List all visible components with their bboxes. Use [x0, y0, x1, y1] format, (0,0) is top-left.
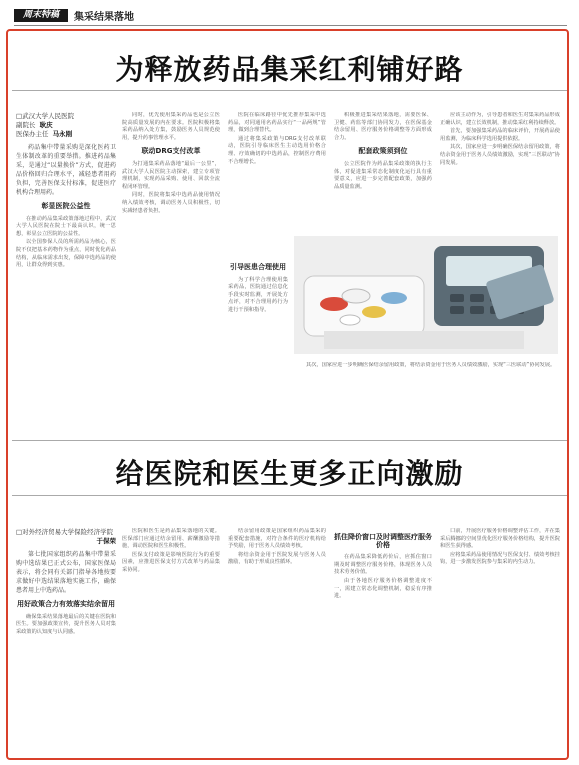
paragraph: 将结余资金用于医院发展与医务人员激励，有助于形成良性循环。 [228, 551, 326, 566]
paragraph: 其次，国家应进一步明确医保结余留用政策，将结余资金用于医务人员绩效激励，实现“三医联动”协同发展。 [306, 362, 556, 368]
subhead: 联动DRG支付改革 [141, 147, 201, 156]
section-title: 集采结果落地 [74, 12, 134, 23]
article1-byline [16, 112, 116, 139]
paragraph: 医院在临床路径中优先推荐集采中选药品，对同通用名药品实行“一品两规”管理，做到合理替代。 [228, 112, 326, 134]
paragraph: 在推动药品集采政策落地过程中，武汉大学人民医院在院士下最高认识，统一思想，彰显公立医院的公益性。 [16, 215, 116, 237]
paragraph: 口前，开展医疗服务价格调整评估工作，并在集采后腾挪的空间里优化医疗服务价格结构，提升医院和医生获得感。 [440, 528, 560, 550]
paragraph: 同时，优先使用集采药品也是公立医院高质量发展的内在要求。医院积极将集采药品纳入处方集，鼓励医务人员规范使用，提升药事管理水平。 [122, 112, 220, 141]
paragraph: 医保支付政策是影响医院行为的重要因素，应推进医保支付方式改革与药品集采协同。 [122, 551, 220, 573]
byline-role: 医保办主任 [16, 130, 49, 138]
paragraph: 以全国参保人员的所需药品为核心，医院不仅把基本药物作为重点，同时优化药品结构，从临床需求出发，保障中选药品的使用，让群众得到实惠。 [16, 239, 116, 269]
paragraph: 在药品集采降低药价后，应抓住窗口期及时调整医疗服务价格，体现医务人员技术劳务价值。 [334, 554, 432, 576]
subhead: 引导医患合理使用 [230, 263, 286, 271]
article2-col-1 [16, 528, 116, 750]
paragraph: 结余留用政策是国家组织药品集采的重要配套措施，对符合条件的医疗机构给予奖励，用于医务人员绩效考核。 [228, 528, 326, 550]
byline-org: □武汉大学人民医院 [16, 112, 75, 120]
article2-col-3 [228, 528, 326, 750]
article1-col-1 [16, 112, 116, 430]
paragraph: 积极推进集采结果落地，需要医保、卫健、药监等部门协同发力，在医保基金结余留用、医疗服务价格调整等方面形成合力。 [334, 112, 432, 141]
subhead: 配套政策须到位 [358, 147, 408, 156]
article1-col-5 [440, 112, 560, 234]
header-divider [14, 25, 567, 26]
paragraph: 应该主动作为，引导患者和医生对集采药品形成正确认识，建立长效机制，推动集采红利持续释放。 [440, 112, 560, 126]
article1-headline: 为释放药品集采红利铺好路 [115, 53, 464, 86]
byline-name: 于保荣 [96, 537, 116, 545]
paragraph: 其次，国家应进一步明确医保结余留用政策，将结余资金用于医务人员绩效激励，实现“三医联动”协同发展。 [440, 144, 560, 166]
article2-byline [16, 528, 116, 546]
pharmacy-checkout-photo [294, 236, 558, 354]
article2-col-4 [334, 528, 432, 750]
article2-intro: 第七批国家组织药品集中带量采购中选结果已正式公布，国家医保局表示，将会同有关部门指导各地按要求做好中选结果落地实施工作，确保患者用上中选药品。 [16, 551, 116, 594]
byline-name: 马永刚 [52, 130, 73, 138]
paragraph: 公立医院作为药品集采政策的执行主体，对促进集采常态化制度化运行具有重要意义，应进一步完善配套政策，加强药品质量监测。 [334, 160, 432, 190]
section-badge: 周末特稿 [14, 9, 68, 22]
paragraph: 确保集采结果落地最后的关键在医院和医生。要加强政策宣传，提升医务人员对集采政策的认知度与认同感。 [16, 613, 116, 635]
article1-col-3b [228, 258, 288, 430]
paragraph: 通过将集采政策与DRG支付改革联动，医院引导临床医生主动选用价格合理、疗效确切的中选药品，控制医疗费用不合理增长。 [228, 135, 326, 165]
headline-rule-1 [12, 90, 567, 91]
subhead: 用好政策合力有效落实结余留用 [17, 600, 115, 608]
article1-col-3 [228, 112, 326, 234]
paragraph: 由于各地医疗服务价格调整进度不一，需建立常态化调整机制，稳妥有序推进。 [334, 577, 432, 600]
article2-col-5 [440, 528, 560, 750]
article2-col-2 [122, 528, 220, 750]
pills-and-card-reader-illustration [294, 236, 558, 354]
page-header [0, 0, 579, 28]
section-divider [12, 440, 567, 441]
article1-col-2 [122, 112, 220, 430]
article1-col-4 [334, 112, 432, 234]
article1-intro: 药品集中带量采购是深化医药卫生体制改革的重要举措。推进药品集采，是通过“以量换价”方式，促进药品价格回归合理水平，减轻患者用药负担，完善医保支付标准，促进医疗机构合理用药。 [16, 144, 116, 196]
byline-org: □对外经济贸易大学保险经济学院 [16, 528, 114, 536]
paragraph: 为打通集采药品落地“最后一公里”，武汉大学人民医院主动探索，建立专项管理机制，实现药品采购、使用、回款全流程闭环管理。 [122, 160, 220, 190]
paragraph: 应将集采药品使用情况与医保支付、绩效考核挂钩，进一步激发医院参与集采的内生动力。 [440, 551, 560, 566]
subhead: 抓住降价窗口及时调整医疗服务价格 [334, 533, 432, 549]
byline-name: 耿庆 [39, 121, 53, 129]
paragraph: 同时，医院将集采中选药品使用情况纳入绩效考核，调动医务人员积极性，切实减轻患者负担。 [122, 192, 220, 214]
paragraph: 医院和医生是药品集采落地的关键。医保部门应通过结余留用、薪酬激励等措施，调动医院和医生积极性。 [122, 528, 220, 550]
article1-bottom-strip [296, 362, 556, 432]
article2-headline: 给医院和医生更多正向激励 [115, 457, 464, 490]
paragraph: 为了科学合理使用集采药品，医院通过信息化手段实时监测，开展处方点评，对不合理用药行为进行干预和指导。 [228, 276, 288, 313]
subhead: 彰显医院公益性 [41, 202, 91, 210]
byline-role: 副院长 [16, 121, 36, 129]
paragraph: 首先，要加强集采药品的临床评价，开展药品使用监测，为临床科学选用提供依据。 [440, 128, 560, 142]
headline-rule-2 [12, 495, 567, 496]
